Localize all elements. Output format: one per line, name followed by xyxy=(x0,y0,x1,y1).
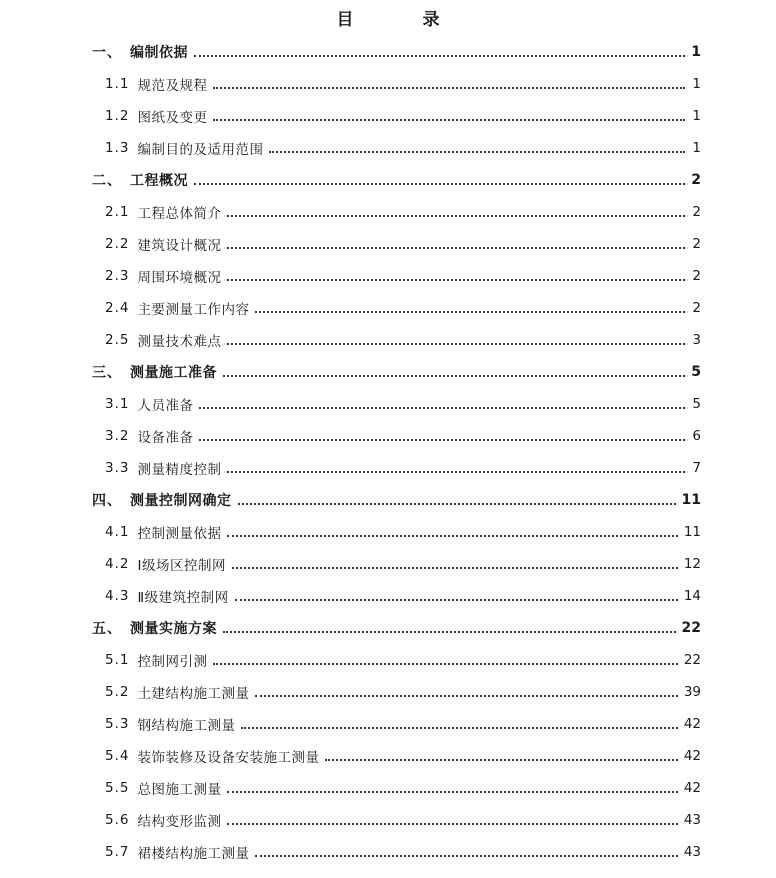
toc-entry-number: 二、 xyxy=(92,173,122,189)
toc-page-number: 11 xyxy=(681,492,701,508)
toc-chapter-entry[interactable] xyxy=(92,39,701,65)
toc-page-number: 11 xyxy=(683,524,701,540)
toc-page-number: 1 xyxy=(691,44,701,60)
toc-page-number: 2 xyxy=(692,204,701,220)
dot-leader xyxy=(213,105,685,121)
toc-entry-title: 总图施工测量 xyxy=(137,782,222,798)
dot-leader xyxy=(227,777,677,793)
toc-entry-title: 工程总体简介 xyxy=(137,206,222,222)
toc-section-entry[interactable] xyxy=(105,423,701,449)
dot-leader xyxy=(199,425,685,441)
dot-leader xyxy=(232,553,678,569)
dot-leader xyxy=(227,265,685,281)
dot-leader xyxy=(194,169,685,185)
toc-entry-number: 5.7 xyxy=(105,844,130,860)
toc-entry-title: 裙楼结构施工测量 xyxy=(137,846,250,862)
toc-section-entry[interactable] xyxy=(105,647,701,673)
dot-leader xyxy=(213,73,685,89)
toc-chapter-entry[interactable] xyxy=(92,615,701,641)
toc-entry-title: 主要测量工作内容 xyxy=(137,302,250,318)
toc-page-number: 6 xyxy=(692,428,701,444)
toc-entry-number: 三、 xyxy=(92,365,122,381)
toc-section-entry[interactable] xyxy=(105,775,701,801)
toc-entry-number: 2.2 xyxy=(105,236,130,252)
toc-entry-title: 测量控制网确定 xyxy=(130,493,232,509)
toc-section-entry[interactable] xyxy=(105,711,701,737)
toc-page-number: 7 xyxy=(692,460,701,476)
toc-entry-number: 2.5 xyxy=(105,332,130,348)
toc-section-entry[interactable] xyxy=(105,263,701,289)
toc-entry-number: 一、 xyxy=(92,45,122,61)
toc-page-number: 43 xyxy=(683,844,701,860)
toc-chapter-entry[interactable] xyxy=(92,487,701,513)
toc-entry-number: 5.5 xyxy=(105,780,130,796)
toc-section-entry[interactable] xyxy=(105,679,701,705)
toc-entry-title: 图纸及变更 xyxy=(137,110,208,126)
toc-entry-title: 测量施工准备 xyxy=(130,365,217,381)
toc-section-entry[interactable] xyxy=(105,71,701,97)
toc-entry-number: 3.2 xyxy=(105,428,130,444)
dot-leader xyxy=(227,201,685,217)
toc-section-entry[interactable] xyxy=(105,519,701,545)
dot-leader xyxy=(325,745,677,761)
toc-section-entry[interactable] xyxy=(105,199,701,225)
toc-entry-number: 4.2 xyxy=(105,556,130,572)
toc-entry-title: 控制网引测 xyxy=(137,654,208,670)
toc-entry-number: 四、 xyxy=(92,493,122,509)
toc-section-entry[interactable] xyxy=(105,391,701,417)
toc-entry-title: 编制依据 xyxy=(130,45,188,61)
toc-chapter-entry[interactable] xyxy=(92,167,701,193)
toc-entry-title: 土建结构施工测量 xyxy=(137,686,250,702)
toc-entry-number: 4.1 xyxy=(105,524,130,540)
dot-leader xyxy=(227,233,685,249)
toc-section-entry[interactable] xyxy=(105,327,701,353)
page-title: 目 录 xyxy=(336,10,466,30)
toc-entry-number: 5.1 xyxy=(105,652,130,668)
toc-entry-title: 测量精度控制 xyxy=(137,462,222,478)
toc-entry-title: 工程概况 xyxy=(130,173,188,189)
toc-section-entry[interactable] xyxy=(105,295,701,321)
toc-section-entry[interactable] xyxy=(105,455,701,481)
toc-entry-number: 1.1 xyxy=(105,76,130,92)
toc-page-number: 3 xyxy=(692,332,701,348)
toc-page-number: 1 xyxy=(692,108,701,124)
dot-leader xyxy=(227,329,685,345)
toc-entry-number: 1.2 xyxy=(105,108,130,124)
toc-entry-number: 2.1 xyxy=(105,204,130,220)
toc-entry-title: 钢结构施工测量 xyxy=(137,718,236,734)
toc-entry-title: 编制目的及适用范围 xyxy=(137,142,264,158)
toc-entry-title: 装饰装修及设备安装施工测量 xyxy=(137,750,320,766)
toc-page-number: 22 xyxy=(681,620,701,636)
toc-entry-number: 1.3 xyxy=(105,140,130,156)
toc-entry-number: 2.4 xyxy=(105,300,130,316)
dot-leader xyxy=(194,41,685,57)
toc-section-entry[interactable] xyxy=(105,231,701,257)
toc-chapter-entry[interactable] xyxy=(92,359,701,385)
toc-page-number: 12 xyxy=(683,556,701,572)
dot-leader xyxy=(223,361,685,377)
toc-entry-title: 测量技术难点 xyxy=(137,334,222,350)
toc-page-number: 14 xyxy=(683,588,701,604)
toc-entry-number: 5.6 xyxy=(105,812,130,828)
toc-entry-number: 2.3 xyxy=(105,268,130,284)
toc-entry-number: 5.4 xyxy=(105,748,130,764)
dot-leader xyxy=(255,841,677,857)
toc-page-number: 2 xyxy=(692,268,701,284)
toc-entry-title: 设备准备 xyxy=(137,430,194,446)
toc-page-number: 43 xyxy=(683,812,701,828)
toc-section-entry[interactable] xyxy=(105,135,701,161)
dot-leader xyxy=(269,137,685,153)
dot-leader xyxy=(199,393,685,409)
toc-entry-title: 规范及规程 xyxy=(137,78,208,94)
toc-page-number: 22 xyxy=(683,652,701,668)
toc-section-entry[interactable] xyxy=(105,551,701,577)
toc-entry-title: Ⅱ级建筑控制网 xyxy=(137,590,229,606)
toc-section-entry[interactable] xyxy=(105,743,701,769)
toc-section-entry[interactable] xyxy=(105,583,701,609)
toc-page-number: 1 xyxy=(692,76,701,92)
toc-entry-title: 控制测量依据 xyxy=(137,526,222,542)
toc-entry-title: 测量实施方案 xyxy=(130,621,217,637)
toc-page-number: 5 xyxy=(691,364,701,380)
toc-entry-title: 结构变形监测 xyxy=(137,814,222,830)
toc-section-entry[interactable] xyxy=(105,103,701,129)
toc-entry-number: 5.2 xyxy=(105,684,130,700)
dot-leader xyxy=(223,617,676,633)
toc-page-number: 42 xyxy=(683,780,701,796)
toc-entry-title: 周围环境概况 xyxy=(137,270,222,286)
dot-leader xyxy=(238,489,676,505)
toc-page-number: 5 xyxy=(692,396,701,412)
toc-page-number: 42 xyxy=(683,716,701,732)
toc-entry-title: 建筑设计概况 xyxy=(137,238,222,254)
dot-leader xyxy=(235,585,678,601)
toc-page-number: 1 xyxy=(692,140,701,156)
dot-leader xyxy=(255,297,685,313)
toc-page-number: 2 xyxy=(691,172,701,188)
dot-leader xyxy=(227,521,677,537)
dot-leader xyxy=(241,713,677,729)
toc-entry-title: Ⅰ级场区控制网 xyxy=(137,558,226,574)
toc-page-number: 39 xyxy=(683,684,701,700)
dot-leader xyxy=(227,457,685,473)
toc-page-number: 42 xyxy=(683,748,701,764)
dot-leader xyxy=(213,649,677,665)
toc-section-entry[interactable] xyxy=(105,807,701,833)
toc-page-number: 2 xyxy=(692,236,701,252)
toc-section-entry[interactable] xyxy=(105,839,701,865)
dot-leader xyxy=(227,809,677,825)
toc-entry-title: 人员准备 xyxy=(137,398,194,414)
toc-entry-number: 5.3 xyxy=(105,716,130,732)
toc-entry-number: 3.1 xyxy=(105,396,130,412)
toc-entry-number: 3.3 xyxy=(105,460,130,476)
toc-entry-number: 4.3 xyxy=(105,588,130,604)
toc-entry-number: 五、 xyxy=(92,621,122,637)
toc-page-number: 2 xyxy=(692,300,701,316)
dot-leader xyxy=(255,681,677,697)
